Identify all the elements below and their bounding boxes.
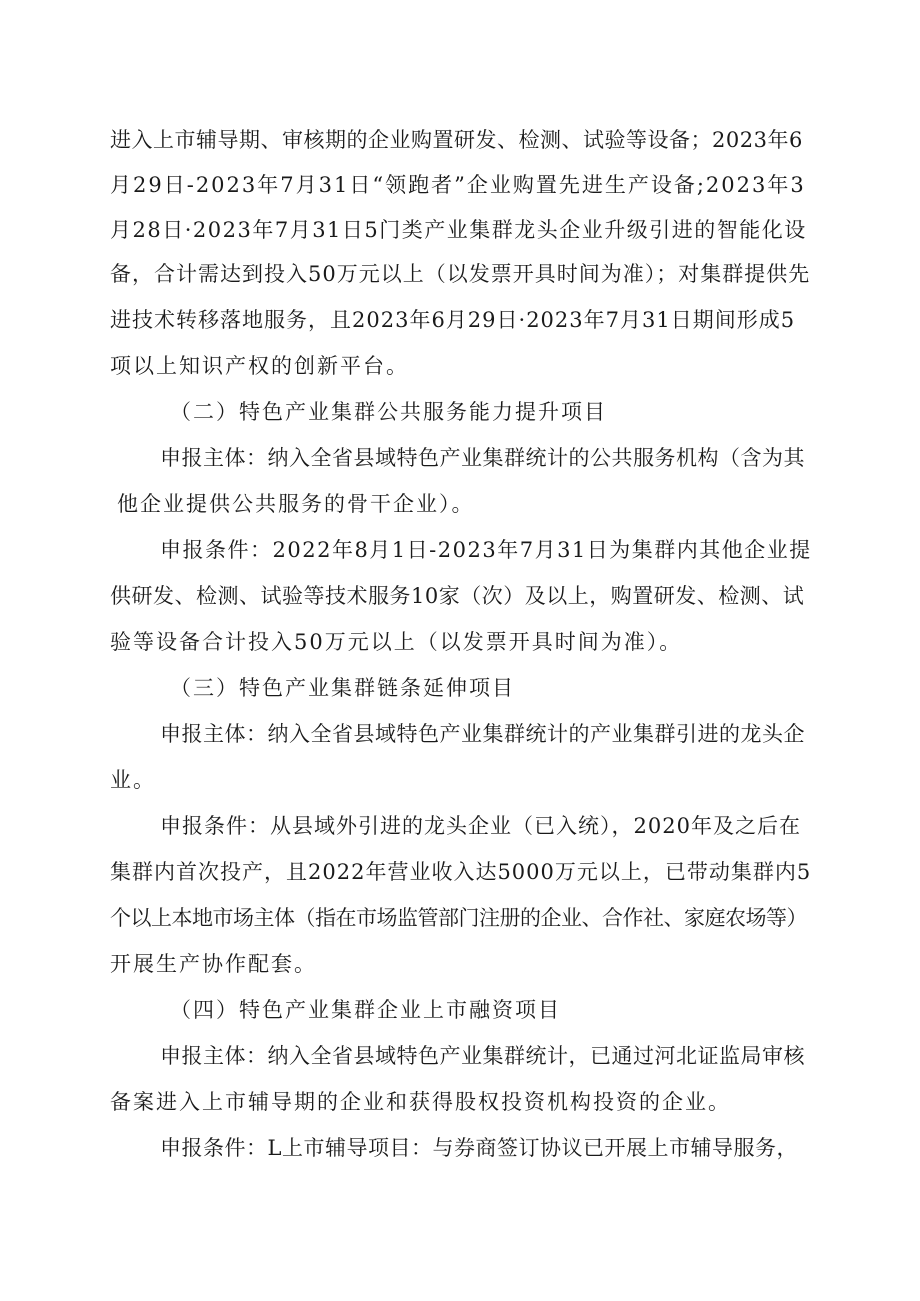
text-line: 进入上市辅导期、审核期的企业购置研发、检测、试验等设备；2023年6 [110, 128, 803, 152]
section-heading: （四）特色产业集群企业上市融资项目 [170, 998, 561, 1022]
text-line: 开展生产协作配套。 [110, 952, 317, 976]
text-line: 个以上本地市场主体（指在市场监管部门注册的企业、合作社、家庭农场等） [110, 906, 807, 930]
text-line: 备，合计需达到投入50万元以上（以发票开具时间为准）；对集群提供先 [110, 262, 811, 286]
text-line: 申报条件：从县域外引进的龙头企业（已入统），2020年及之后在 [160, 814, 801, 838]
section-heading: （三）特色产业集群链条延伸项目 [170, 676, 515, 700]
text-line: 申报主体：纳入全省县域特色产业集群统计，已通过河北证监局审核 [160, 1044, 805, 1068]
text-line: 业。 [110, 768, 156, 792]
text-line: 月28日·2023年7月31日5门类产业集群龙头企业升级引进的智能化设 [110, 218, 807, 242]
text-line: 申报条件：L上市辅导项目：与券商签订协议已开展上市辅导服务， [160, 1136, 798, 1160]
text-line: 申报条件：2022年8月1日-2023年7月31日为集群内其他企业提 [160, 538, 812, 562]
text-line: 备案进入上市辅导期的企业和获得股权投资机构投资的企业。 [110, 1090, 731, 1114]
text-line: 项以上知识产权的创新平台。 [110, 354, 409, 378]
text-line: 他企业提供公共服务的骨干企业）。 [117, 492, 475, 516]
section-heading: （二）特色产业集群公共服务能力提升项目 [170, 400, 607, 424]
text-line: 供研发、检测、试验等技术服务10家（次）及以上，购置研发、检测、试 [110, 584, 805, 608]
text-line: 月29日-2023年7月31日“领跑者”企业购置先进生产设备;2023年3 [110, 173, 806, 197]
text-line: 申报主体：纳入全省县域特色产业集群统计的公共服务机构（含为其 [160, 446, 805, 470]
text-line: 申报主体：纳入全省县域特色产业集群统计的产业集群引进的龙头企 [160, 722, 805, 746]
text-line: 集群内首次投产，且2022年营业收入达5000万元以上，已带动集群内5 [110, 860, 812, 884]
text-line: 进技术转移落地服务，且2023年6月29日·2023年7月31日期间形成5 [110, 308, 796, 332]
text-line: 验等设备合计投入50万元以上（以发票开具时间为准）。 [110, 630, 683, 654]
